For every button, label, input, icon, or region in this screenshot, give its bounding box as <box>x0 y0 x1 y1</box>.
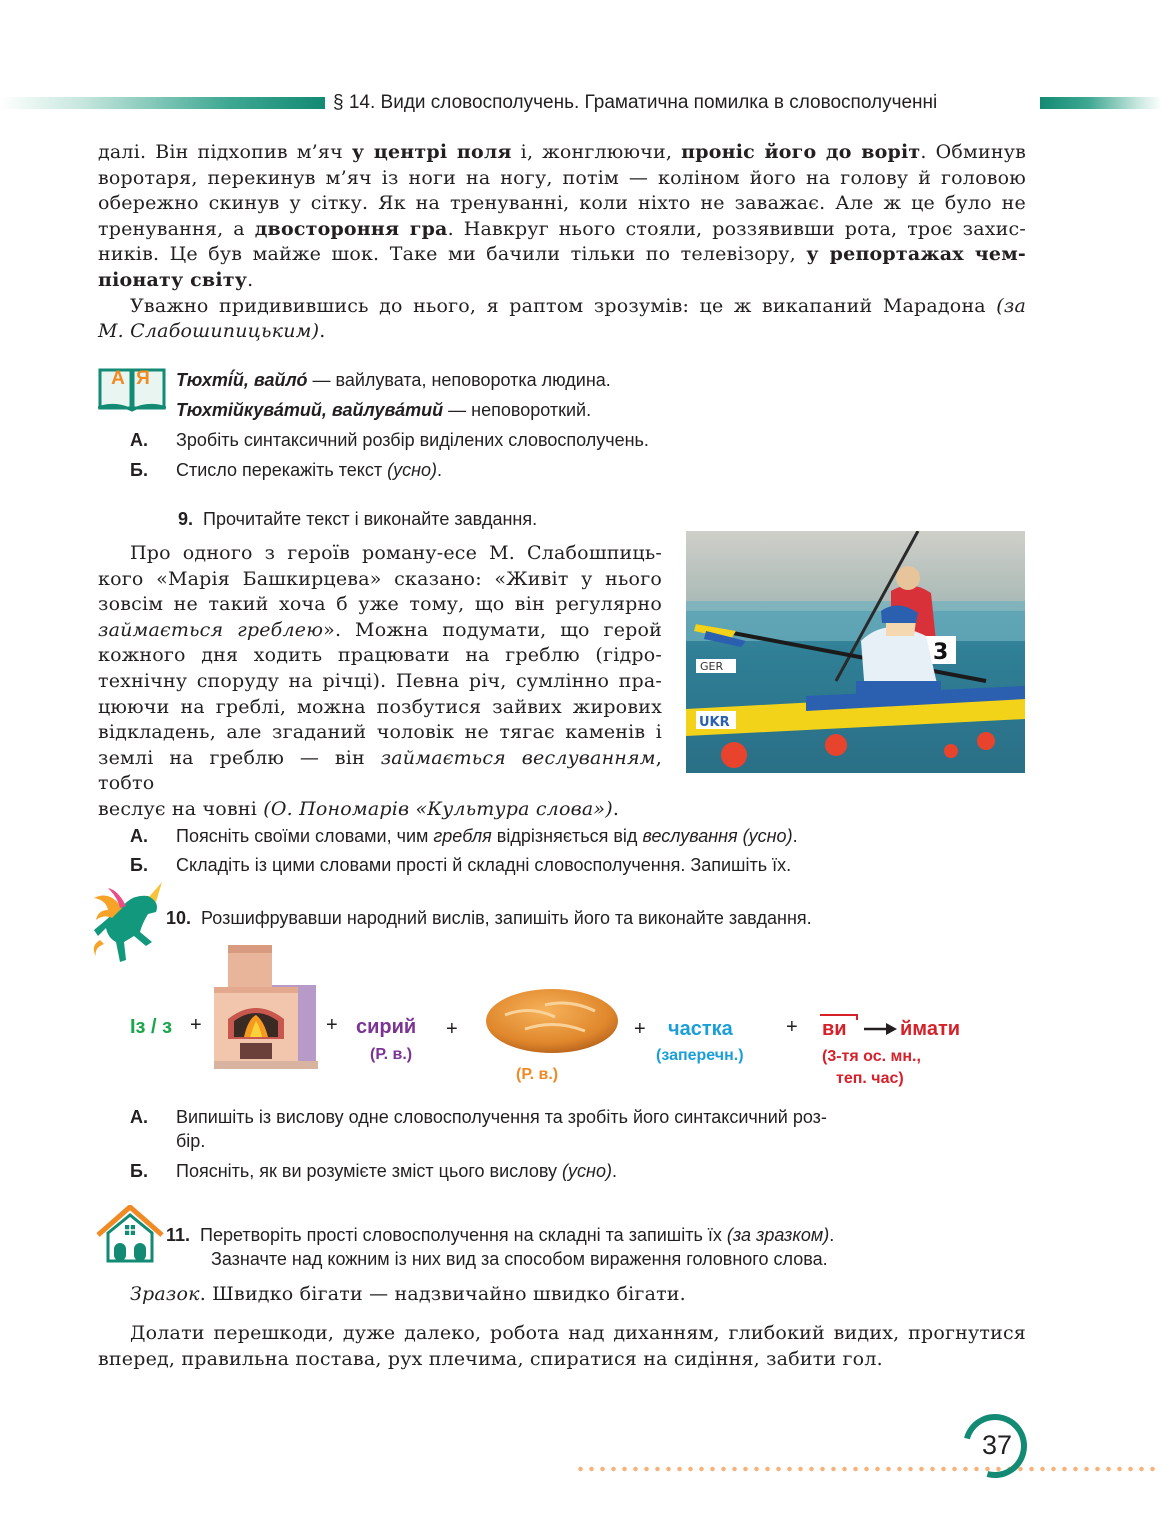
text-line: обережно скинув у сітку. Як на тренуванні, коли ніхто не заважає. Але ж це було не <box>98 192 1026 215</box>
exercise-11-instructions: 11. Перетворіть прості словосполучення на складні та запишіть їх (за зразком). Зазначте над кожним із них вид за способом вираження головного слова. <box>166 1225 835 1269</box>
text-line: тренування, а двостороння гра. Навкруг нього стояли, роззявивши рота, троє захис- <box>98 217 1026 240</box>
bread-image <box>485 985 619 1055</box>
rebus-plus: + <box>786 1016 798 1038</box>
dictionary-entry: Тюхті́й, вайло́ — вайлувата, неповоротка людина. <box>176 370 611 390</box>
rebus-plus: + <box>634 1018 646 1040</box>
dictionary-entry: Тюхтійкува́тий, вайлува́тий — неповороткий. <box>176 400 592 420</box>
exercise-11-words: Долати перешкоди, дуже далеко, робота над диханням, глибокий видих, прогнутися вперед, правильна постава, рух плечима, спиратися на сидіння, забити гол. <box>98 1322 1026 1370</box>
home-icon <box>96 1205 164 1265</box>
svg-text:UKR: UKR <box>699 715 730 730</box>
oven-image <box>214 945 318 1073</box>
text-line: Про одного з героїв роману-есе М. Слабошпиць- <box>130 542 662 564</box>
text-line: цюючи на греблі, можна позбутися зайвих жирових <box>98 695 662 718</box>
text-line: кожного дня ходить працювати на греблю (гідро- <box>98 644 662 667</box>
footer-dots <box>575 1466 1155 1472</box>
rebus-plus: + <box>190 1014 202 1036</box>
kayak-photo <box>686 531 1025 773</box>
svg-text:GER: GER <box>700 660 724 673</box>
header-bar-right <box>1040 97 1162 109</box>
rebus-syryi: сирий <box>356 1016 417 1038</box>
text-line: ників. Це був майже шок. Таке ми бачили тільки по телевізору, у репортажах чем- <box>98 243 1026 266</box>
story-text <box>98 140 1026 345</box>
rebus-particle-label: (заперечн.) <box>656 1047 744 1064</box>
text-line: М. Слабошипицьким). <box>98 320 326 343</box>
rebus-plus: + <box>326 1014 338 1036</box>
unicorn-icon <box>90 880 170 965</box>
text-line: веслує на човні (О. Пономарів «Культура слова»). <box>98 797 620 820</box>
task-a: А. Випишіть із вислову одне словосполучення та зробіть його синтаксичний роз- бір. <box>130 1107 827 1151</box>
rebus-form-label: теп. час) <box>836 1070 904 1087</box>
page-number: 37 <box>981 1430 1013 1460</box>
rebus-chastka: частка <box>668 1018 733 1040</box>
text-line: піонату світу. <box>98 268 254 291</box>
exercise-11-sample: Зразок. Швидко бігати — надзвичайно швидко бігати. <box>130 1283 686 1305</box>
rebus-case-label: (Р. в.) <box>370 1046 413 1063</box>
text-line: займається греблею». Можна подумати, що герой <box>98 618 662 641</box>
text-line: технічну споруду на річці). Певна річ, сумлінно пра- <box>98 669 662 692</box>
exercise-9-text <box>98 541 662 823</box>
dictionary-icon: А Я <box>98 362 166 412</box>
rebus-prefix: ви <box>822 1018 847 1040</box>
header-bar-left <box>0 97 325 109</box>
text-line: зовсім не такий хоча б уже тому, що він регулярно <box>98 593 662 616</box>
text-line: відкладень, але згаданий чоловік не тягає каменів і <box>98 721 662 744</box>
rebus-root: ймати <box>900 1018 961 1040</box>
page-header-title: § 14. Види словосполучень. Граматична помилка в словосполученні <box>333 92 938 113</box>
text-line: кого «Марія Башкирцева» сказано: «Живіт у нього <box>98 567 662 590</box>
rebus-plus: + <box>446 1018 458 1040</box>
text-line: Уважно придивившись до нього, я раптом зрозумів: це ж викапаний Марадона (за <box>130 294 1026 317</box>
text-line: землі на греблю — він займається веслуванням, тобто <box>98 746 662 795</box>
rebus-case-label: (Р. в.) <box>516 1066 559 1083</box>
task-b: Б. Поясніть, як ви розумієте зміст цього вислову (усно). <box>130 1161 617 1181</box>
text-line: далі. Він підхопив м’яч у центрі поля і, жонглюючи, проніс його до воріт. Обминув <box>98 141 1026 163</box>
task-a: А. Зробіть синтаксичний розбір виділених словосполучень. <box>130 430 649 450</box>
exercise-10-title: 10. Розшифрувавши народний вислів, запишіть його та виконайте завдання. <box>166 908 812 928</box>
exercise-9-title: 9. Прочитайте текст і виконайте завдання. <box>178 509 538 529</box>
svg-text:3: 3 <box>933 640 949 665</box>
dictionary-entries <box>176 365 876 425</box>
task-b: Б. Складіть із цими словами прості й складні словосполучення. Запишіть їх. <box>130 855 792 875</box>
text-line: воротаря, перекинув м’яч із ноги на ногу, потім — коліном його на голову й головою <box>98 166 1026 189</box>
task-a: А. Поясніть своїми словами, чим гребля відрізняється від веслування (усно). <box>130 826 798 846</box>
task-b: Б. Стисло перекажіть текст (усно). <box>130 460 443 480</box>
arrow-icon <box>864 1022 898 1036</box>
rebus-form-label: (3-тя ос. мн., <box>822 1048 921 1065</box>
rebus-iz: Із / з <box>130 1016 173 1038</box>
